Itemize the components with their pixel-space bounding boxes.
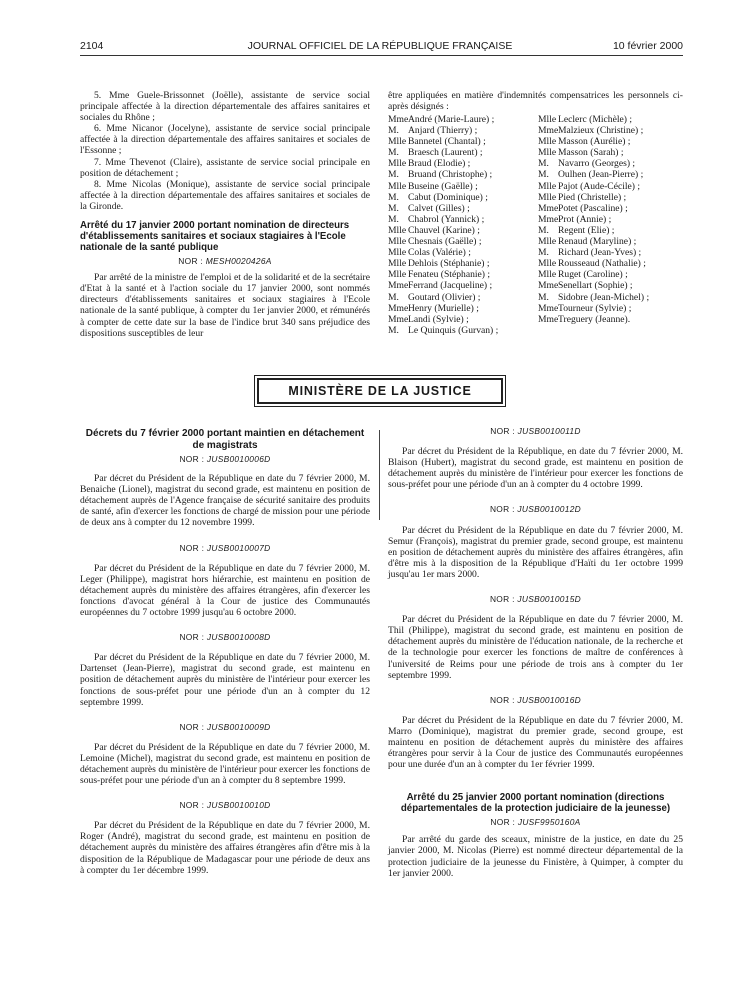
name-entry — [388, 136, 498, 147]
nor-reference: NOR : JUSB0010012D — [489, 504, 582, 515]
name-entry — [538, 114, 649, 125]
nor-reference: NOR : JUSB0010015D — [489, 594, 582, 605]
civility-title: Mme — [388, 302, 409, 314]
civility-title: M. — [388, 147, 399, 159]
name-entry — [388, 169, 498, 180]
person-name: Rousseaud (Nathalie) ; — [558, 258, 646, 270]
person-name: André (Marie-Laure) ; — [408, 114, 495, 125]
nor-reference: NOR : JUSB0010006D — [179, 454, 271, 464]
name-entry — [388, 236, 498, 247]
name-entry — [388, 114, 498, 125]
civility-title: Mlle — [538, 191, 557, 203]
list-item: 5. Mme Guele-Brissonnet (Joëlle), assistante de service social principale affectée à la direction départementale des affaires sanitaires et sociales du Rhône ; — [80, 90, 370, 124]
person-name: Cabut (Dominique) ; — [408, 191, 488, 203]
ministry-heading-box — [257, 378, 503, 404]
person-name: Pajot (Aude-Cécile) ; — [558, 180, 641, 192]
civility-title: Mme — [388, 114, 409, 125]
name-entry — [388, 203, 498, 214]
civility-title: Mlle — [388, 258, 407, 270]
names-list-col1 — [388, 114, 498, 336]
name-entry — [538, 158, 649, 169]
person-name: Landi (Sylvie) ; — [408, 313, 469, 325]
civility-title: M. — [388, 191, 399, 203]
civility-title: Mlle — [538, 136, 557, 148]
civility-title: Mme — [538, 313, 559, 325]
name-entry — [538, 247, 649, 258]
page-date: 10 février 2000 — [612, 40, 683, 52]
civility-title: Mlle — [538, 258, 557, 270]
name-entry — [388, 181, 498, 192]
decret-text: Par décret du Président de la République en date du 7 février 2000, M. Benaiche (Lionel), magistrat du second grade, est maintenu en position de détachement auprès de l'Agence française de sécurité sanitaire des produits de santé, afin d'exercer les fonctions de chargé de mission pour une période de deux ans à compter du 12 novembre 1999. — [80, 473, 370, 529]
civility-title: M. — [388, 291, 399, 303]
right-bottom-column — [388, 426, 683, 879]
arrete-title: Arrêté du 17 janvier 2000 portant nomination de directeurs d'établissements sanitaires et sociaux stagiaires à l'Ecole nationale de la santé publique — [80, 220, 350, 254]
person-name: Braesch (Laurent) ; — [408, 147, 483, 159]
name-entry — [388, 147, 498, 158]
civility-title: Mlle — [388, 269, 407, 281]
civility-title: Mme — [538, 125, 559, 137]
person-name: Potet (Pascaline) ; — [558, 202, 628, 214]
person-name: Treguery (Jeanne). — [558, 313, 631, 325]
page-number: 2104 — [80, 40, 104, 52]
arrete-body: Par arrêté de la ministre de l'emploi et de la solidarité et de la secrétaire d'Etat à la santé et à l'action sociale du 17 janvier 2000, sont nommés directeurs d'établissements sanitaires et sociaux stagiaires à l'Ecole nationale de la santé publique, à compter du 1er janvier 2000, et rémunérés à compter de cette date sur la base de l'indice brut 340 sans préjudice des dispositions susceptibles de leur — [80, 272, 370, 339]
person-name: Tourneur (Sylvie) ; — [558, 302, 632, 314]
person-name: Senellart (Sophie) ; — [558, 280, 633, 292]
civility-title: Mlle — [538, 180, 557, 192]
person-name: Ferrand (Jacqueline) ; — [408, 280, 493, 292]
name-entry — [388, 280, 498, 291]
decret-text: Par décret du Président de la République en date du 7 février 2000, M. Lemoine (Michel), magistrat du second grade, est maintenu en position de détachement auprès du ministère de l'intérieur pour exercer les fonctions de sous-préfet pour une période d'un an à compter du 8 septembre 1999. — [80, 741, 370, 787]
name-entry — [388, 314, 498, 325]
civility-title: Mlle — [388, 158, 407, 170]
civility-title: Mlle — [538, 269, 557, 281]
name-entry — [538, 269, 649, 280]
civility-title: Mlle — [538, 236, 557, 248]
civility-title: Mme — [388, 313, 409, 325]
civility-title: Mme — [538, 202, 559, 214]
civility-title: Mlle — [388, 136, 407, 148]
nor-reference: NOR : JUSB0010007D — [179, 542, 271, 553]
person-name: Ruget (Caroline) ; — [558, 269, 628, 281]
civility-title: Mlle — [388, 247, 407, 259]
person-name: Le Quinquis (Gurvan) ; — [408, 324, 499, 336]
decrets-title: Décrets du 7 février 2000 portant maintien en détachement de magistrats — [85, 428, 365, 451]
person-name: Colas (Valérie) ; — [408, 247, 471, 259]
decret-text: Par décret du Président de la République en date du 7 février 2000, M. Roger (André), magistrat du second grade, est maintenu en position de détachement auprès du ministère des affaires étrangères afin d'être mis à la disposition de la République de Madagascar pour une période de deux ans à compter du 1er décembre 1999. — [80, 820, 370, 876]
list-item: 8. Mme Nicolas (Monique), assistante de service social principale affectée à la direction départementale des affaires sanitaires et sociales de la Gironde. — [80, 178, 370, 212]
person-name: Goutard (Olivier) ; — [408, 291, 481, 303]
name-entry — [538, 292, 649, 303]
left-top-column — [80, 90, 370, 339]
decret-text: Par décret du Président de la République en date du 7 février 2000, M. Semur (François), magistrat du premier grade, second groupe, est maintenu en position de détachement auprès du ministère des affaires étrangères, afin d'être mis à la disposition de la République d'Haïti du 1er octobre 1999 jusqu'au 1er mars 2000. — [388, 524, 683, 580]
person-name: Dehlois (Stéphanie) ; — [408, 258, 490, 270]
civility-title: M. — [538, 291, 549, 303]
decret-text: Par décret du Président de la République en date du 7 février 2000, M. Leger (Philippe), magistrat hors hiérarchie, est maintenu en position de détachement auprès du ministère des affaires étrangères, afin d'exercer les fonctions d'avocat général à la Cour de justice des Communautés européennes du 7 octobre 1999 jusqu'au 6 octobre 2000. — [80, 562, 370, 619]
name-entry — [388, 192, 498, 203]
person-name: Navarro (Georges) ; — [558, 158, 636, 170]
name-entry — [538, 192, 649, 203]
civility-title: M. — [538, 169, 549, 181]
nor-reference: NOR : JUSB0010016D — [489, 694, 582, 705]
civility-title: Mlle — [388, 224, 407, 236]
person-name: Bruand (Christophe) ; — [408, 169, 493, 181]
name-entry — [388, 292, 498, 303]
civility-title: Mlle — [538, 147, 557, 159]
civility-title: M. — [538, 247, 549, 259]
person-name: Malzieux (Christine) ; — [558, 125, 644, 137]
person-name: Oulhen (Jean-Pierre) ; — [558, 169, 644, 181]
person-name: Buseine (Gaëlle) ; — [408, 180, 478, 192]
name-entry — [538, 303, 649, 314]
nor-reference: NOR : JUSB0010010D — [179, 800, 271, 811]
ministry-heading: MINISTÈRE DE LA JUSTICE — [288, 384, 472, 398]
person-name: Chauvel (Karine) ; — [408, 224, 480, 236]
name-entry — [388, 325, 498, 336]
column-separator — [379, 430, 380, 520]
name-entry — [538, 136, 649, 147]
name-entry — [538, 236, 649, 247]
person-name: Masson (Aurélie) ; — [558, 136, 631, 148]
civility-title: Mlle — [538, 114, 557, 125]
person-name: Calvet (Gilles) ; — [408, 202, 470, 214]
person-name: Renaud (Maryline) ; — [558, 236, 637, 248]
civility-title: Mme — [538, 302, 559, 314]
journal-title: JOURNAL OFFICIEL DE LA RÉPUBLIQUE FRANÇAISE — [247, 40, 513, 52]
civility-title: M. — [538, 158, 549, 170]
name-entry — [538, 203, 649, 214]
name-entry — [388, 225, 498, 236]
person-name: Fenateu (Stéphanie) ; — [408, 269, 491, 281]
name-entry — [388, 158, 498, 169]
name-entry — [388, 303, 498, 314]
decret-text: Par décret du Président de la République en date du 7 février 2000, M. Marro (Dominique), magistrat du premier grade, second groupe, est maintenu en position de détachement auprès du ministère des affaires étrangères pour servir à la Cour de justice des Communautés européennes pour une durée d'un an à compter du 1er février 1999. — [388, 714, 683, 771]
nor-reference: NOR : JUSB0010009D — [179, 721, 271, 732]
person-name: Chesnais (Gaëlle) ; — [408, 236, 482, 248]
name-entry — [388, 258, 498, 269]
civility-title: M. — [388, 125, 399, 137]
person-name: Anjard (Thierry) ; — [408, 125, 478, 137]
name-entry — [388, 214, 498, 225]
decret-text: Par décret du Président de la République en date du 7 février 2000, M. Thil (Philippe), magistrat du second grade, est maintenu en position de détachement auprès du ministère de l'éducation nationale, de la recherche et de la technologie pour exercer les fonctions de maître de conférences à l'université de Reims pour une période de trois ans à compter du 1er septembre 1999. — [388, 614, 683, 681]
decret-text: Par décret du Président de la République, en date du 7 février 2000, M. Blaison (Hubert), magistrat du second grade, est maintenu en position de détachement auprès du ministère de l'intérieur pour exercer les fonctions de sous-préfet pour une période d'un an à compter du 4 octobre 1999. — [388, 446, 683, 491]
civility-title: Mlle — [388, 236, 407, 248]
person-name: Braud (Elodie) ; — [408, 158, 471, 170]
header-rule — [80, 55, 683, 56]
civility-title: M. — [388, 213, 399, 225]
list-item: 6. Mme Nicanor (Jocelyne), assistante de service social principale affectée à la direction départementale des affaires sanitaires et sociales de l'Essonne ; — [80, 123, 370, 157]
name-entry — [388, 269, 498, 280]
civility-title: M. — [388, 202, 399, 214]
arrete-body: Par arrêté du garde des sceaux, ministre de la justice, en date du 25 janvier 2000, M. Nicolas (Pierre) est nommé directeur départemental de la protection judiciaire de la jeunesse du Finistère, à Quimper, à compter du 1er janvier 2000. — [388, 834, 683, 879]
name-entry — [538, 225, 649, 236]
civility-title: M. — [388, 169, 399, 181]
name-entry — [388, 125, 498, 136]
person-name: Leclerc (Michèle) ; — [558, 114, 633, 125]
person-name: Sidobre (Jean-Michel) ; — [558, 291, 650, 303]
person-name: Henry (Murielle) ; — [408, 302, 479, 314]
person-name: Chabrol (Yannick) ; — [408, 213, 485, 225]
name-entry — [538, 280, 649, 291]
arrete-title: Arrêté du 25 janvier 2000 portant nomination (directions départementales de la protection judiciaire de la jeunesse) — [400, 792, 671, 815]
nor-reference: NOR : JUSB0010011D — [490, 426, 581, 436]
civility-title: Mme — [538, 213, 559, 225]
person-name: Pied (Christelle) ; — [558, 191, 627, 203]
name-entry — [538, 125, 649, 136]
names-intro: être appliquées en matière d'indemnités compensatrices les personnels ci-après désignés : — [388, 90, 683, 113]
person-name: Richard (Jean-Yves) ; — [558, 247, 642, 259]
decret-text: Par décret du Président de la République en date du 7 février 2000, M. Dartenset (Jean-Pierre), magistrat du second grade, est maintenu en position de détachement auprès du ministère de l'intérieur pour exercer les fonctions de sous-préfet pour une période d'un an à compter du 12 septembre 1999. — [80, 652, 370, 708]
name-entry — [388, 247, 498, 258]
civility-title: Mlle — [388, 180, 407, 192]
person-name: Bannetel (Chantal) ; — [408, 136, 486, 148]
civility-title: M. — [388, 324, 399, 336]
name-entry — [538, 169, 649, 180]
name-entry — [538, 214, 649, 225]
civility-title: Mme — [388, 280, 409, 292]
right-top-column — [388, 90, 683, 112]
left-bottom-column — [80, 428, 370, 876]
civility-title: Mme — [538, 280, 559, 292]
name-entry — [538, 181, 649, 192]
nor-reference: NOR : JUSB0010008D — [179, 632, 271, 643]
name-entry — [538, 314, 649, 325]
person-name: Prot (Annie) ; — [558, 213, 612, 225]
person-name: Regent (Elie) ; — [558, 224, 615, 236]
nor-reference: NOR : MESH0020426A — [178, 256, 272, 267]
name-entry — [538, 258, 649, 269]
civility-title: M. — [538, 224, 549, 236]
name-entry — [538, 147, 649, 158]
names-list-col2 — [538, 114, 649, 325]
person-name: Masson (Sarah) ; — [558, 147, 624, 159]
nor-reference: NOR : JUSF9950160A — [490, 817, 581, 828]
list-item: 7. Mme Thevenot (Claire), assistante de service social principale en position de détachement ; — [80, 156, 370, 179]
